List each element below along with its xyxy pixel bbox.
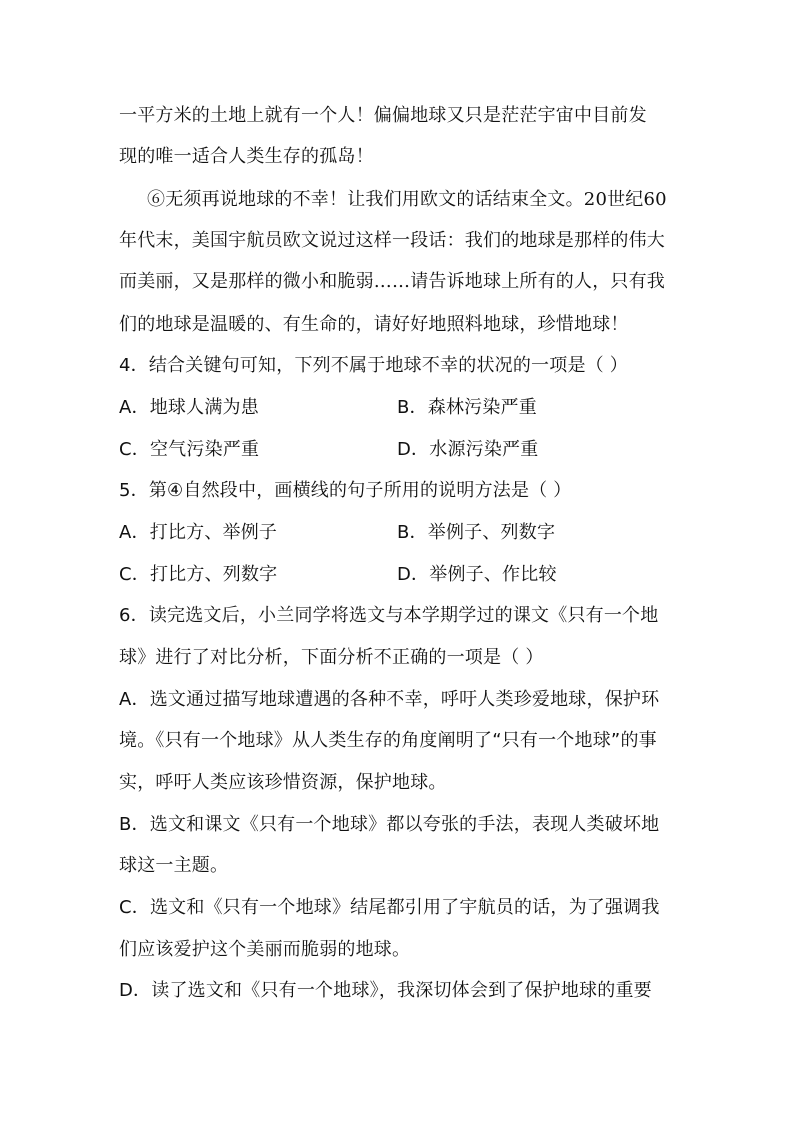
paragraph-6-line: 年代末，美国宇航员欧文说过这样一段话：我们的地球是那样的伟大 bbox=[119, 230, 665, 251]
question-4-option-a: A．地球人满为患 bbox=[119, 397, 259, 418]
question-5-option-a: A．打比方、举例子 bbox=[119, 522, 278, 543]
paragraph-6-line: 们的地球是温暖的、有生命的，请好好地照料地球，珍惜地球！ bbox=[119, 314, 629, 335]
question-4-stem: 4．结合关键句可知，下列不属于地球不幸的状况的一项是（ ） bbox=[119, 355, 628, 376]
question-6-stem-line: 球》进行了对比分析，下面分析不正确的一项是（ ） bbox=[119, 647, 544, 668]
question-5-stem: 5．第④自然段中，画横线的句子所用的说明方法是（ ） bbox=[119, 480, 572, 501]
question-6-option-c-line: C．选文和《只有一个地球》结尾都引用了宇航员的话，为了强调我 bbox=[119, 897, 660, 918]
passage-line: 现的唯一适合人类生存的孤岛！ bbox=[119, 146, 374, 167]
question-5-option-c: C．打比方、列数字 bbox=[119, 564, 278, 585]
paragraph-6-line: 而美丽，又是那样的微小和脆弱……请告诉地球上所有的人，只有我 bbox=[119, 271, 665, 292]
paragraph-6-line: ⑥无须再说地球的不幸！让我们用欧文的话结束全文。20世纪60 bbox=[147, 189, 667, 210]
question-5-option-d: D．举例子、作比较 bbox=[397, 564, 557, 585]
question-4-option-c: C．空气污染严重 bbox=[119, 439, 260, 460]
question-6-option-b-line: 球这一主题。 bbox=[119, 855, 229, 876]
question-4-option-d: D．水源污染严重 bbox=[397, 439, 539, 460]
question-6-option-a-line: 实，呼吁人类应该珍惜资源，保护地球。 bbox=[119, 772, 447, 793]
passage-line: 一平方米的土地上就有一个人！偏偏地球又只是茫茫宇宙中目前发 bbox=[119, 105, 647, 126]
question-5-option-b: B．举例子、列数字 bbox=[397, 522, 556, 543]
question-6-option-c-line: 们应该爱护这个美丽而脆弱的地球。 bbox=[119, 939, 411, 960]
question-6-option-a-line: 境。《只有一个地球》从人类生存的角度阐明了“只有一个地球”的事 bbox=[119, 730, 657, 751]
question-6-option-d-line: D．读了选文和《只有一个地球》，我深切体会到了保护地球的重要 bbox=[119, 980, 652, 1001]
question-4-option-b: B．森林污染严重 bbox=[397, 397, 537, 418]
question-6-option-a-line: A．选文通过描写地球遭遇的各种不幸，呼吁人类珍爱地球，保护环 bbox=[119, 689, 660, 710]
question-6-option-b-line: B．选文和课文《只有一个地球》都以夸张的手法，表现人类破坏地 bbox=[119, 814, 660, 835]
question-6-stem-line: 6．读完选文后，小兰同学将选文与本学期学过的课文《只有一个地 bbox=[119, 605, 659, 626]
